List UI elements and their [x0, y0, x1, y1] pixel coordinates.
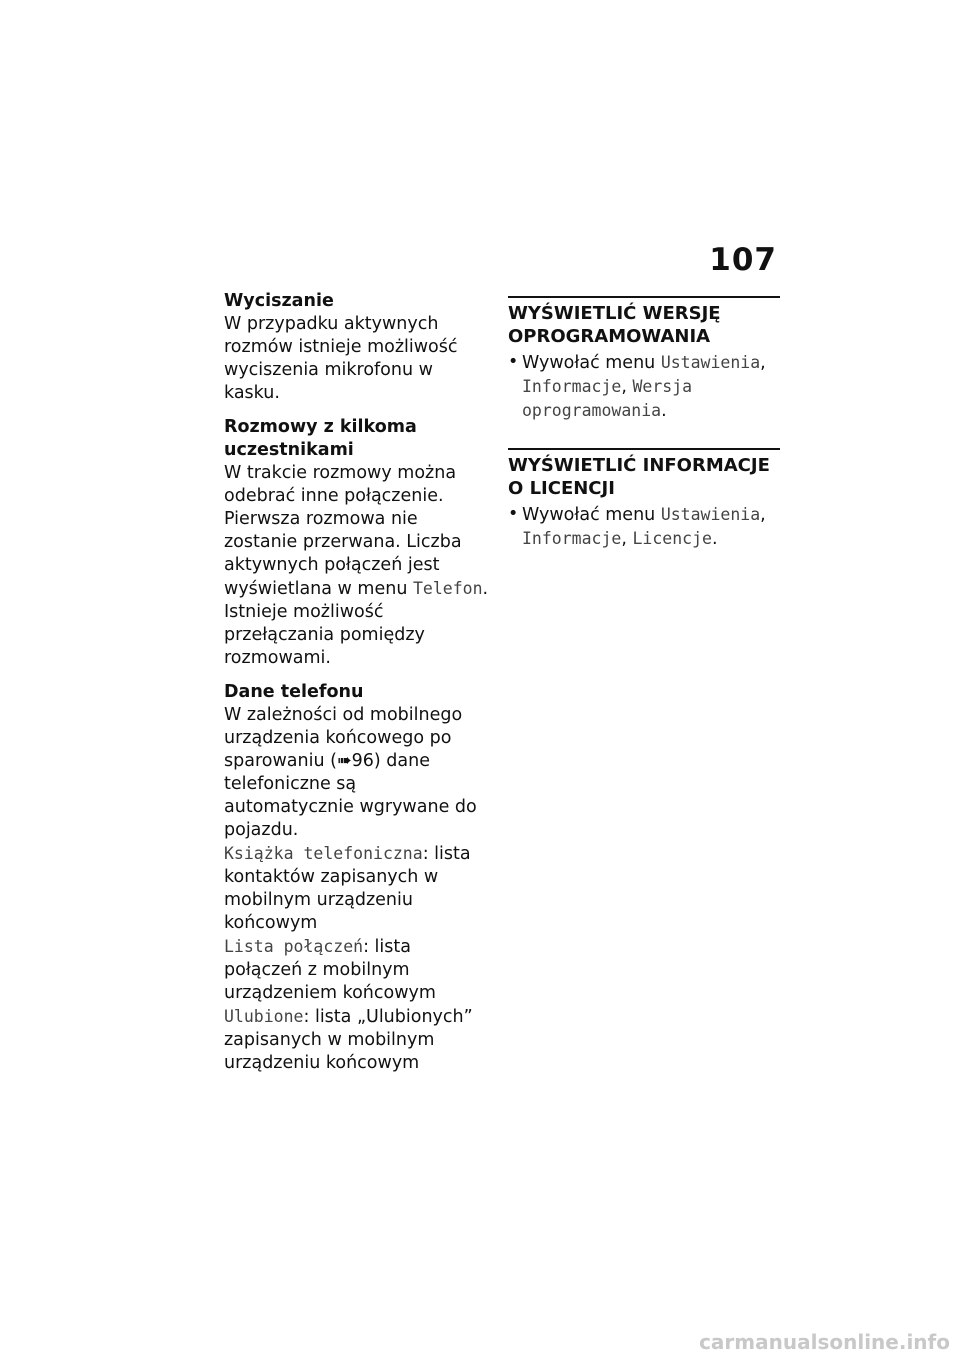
favorites-desc: lista „Ulubionych” zapisanych w mobilnym urządzeniu końcowym: [224, 1007, 473, 1073]
phonebook-desc: lista kontaktów zapisanych w mobilnym urządzeniu końcowym: [224, 844, 471, 933]
call-list-sep: :: [363, 937, 369, 957]
menu-telefon: Telefon: [413, 579, 483, 598]
menu-settings: Ustawienia: [660, 505, 761, 524]
left-column: [224, 290, 490, 1086]
menu-information: Informacje: [522, 529, 622, 548]
phonebook-term: Książka telefoniczna: [224, 844, 423, 863]
right-column: [508, 296, 780, 576]
phone-data-heading: Dane telefonu: [224, 682, 364, 702]
page-reference[interactable]: 96: [351, 751, 374, 771]
step-end: .: [661, 401, 667, 421]
muting-heading: Wyciszanie: [224, 291, 334, 311]
menu-settings: Ustawienia: [660, 353, 761, 372]
menu-software-version: Wersja oprogramowania: [522, 377, 693, 420]
call-list-term: Lista połączeń: [224, 937, 364, 956]
license-info-step: • Wywołać menu Ustawienia, Informacje, Licencje.: [508, 504, 766, 549]
muting-section: [224, 290, 490, 405]
phone-data-text-1: W zależności od mobilnego urządzenia końcowego po sparowaniu (: [224, 705, 463, 771]
favorites-item: [224, 1005, 490, 1075]
step-lead: Wywołać menu: [522, 353, 661, 373]
favorites-term: Ulubione: [224, 1007, 304, 1026]
bullet-icon: •: [508, 504, 519, 524]
phone-data-text-2: ) dane telefoniczne są automatycznie wgrywane do pojazdu.: [224, 751, 477, 840]
conference-text-1: W trakcie rozmowy można odebrać inne połączenie. Pierwsza rozmowa nie zostanie przerwana. Liczba aktywnych połączeń jest wyświetlana w menu: [224, 463, 462, 599]
bullet-icon: •: [508, 352, 519, 372]
muting-text: W przypadku aktywnych rozmów istnieje możliwość wyciszenia mikrofonu w kasku.: [224, 314, 458, 403]
phonebook-item: [224, 842, 490, 935]
page-reference-arrow-icon: ➠: [336, 751, 352, 771]
phone-data-section: [224, 681, 490, 1075]
step-lead: Wywołać menu: [522, 505, 661, 525]
page-number: 107: [709, 242, 777, 278]
favorites-sep: :: [303, 1007, 310, 1027]
software-version-step: • Wywołać menu Ustawienia, Informacje, Wersja oprogramowania.: [508, 352, 766, 421]
menu-information: Informacje: [522, 377, 622, 396]
watermark: carmanualsonline.info: [699, 1330, 950, 1354]
conference-heading: Rozmowy z kilkoma uczestnikami: [224, 417, 417, 460]
call-list-item: [224, 935, 490, 1005]
phone-data-text: [224, 704, 490, 842]
conference-text-2: . Istnieje możliwość przełączania pomiędzy rozmowami.: [224, 579, 489, 668]
phonebook-sep: :: [422, 844, 429, 864]
conference-section: [224, 416, 490, 670]
conference-text: [224, 462, 490, 670]
software-version-heading: WYŚWIETLIĆ WERSJĘ OPROGRAMOWANIA: [508, 296, 780, 348]
license-info-heading: WYŚWIETLIĆ INFORMACJE O LICENCJI: [508, 448, 780, 500]
call-list-desc: lista połączeń z mobilnym urządzeniem końcowym: [224, 937, 436, 1003]
menu-licenses: Licencje: [632, 529, 712, 548]
step-end: .: [711, 529, 718, 549]
